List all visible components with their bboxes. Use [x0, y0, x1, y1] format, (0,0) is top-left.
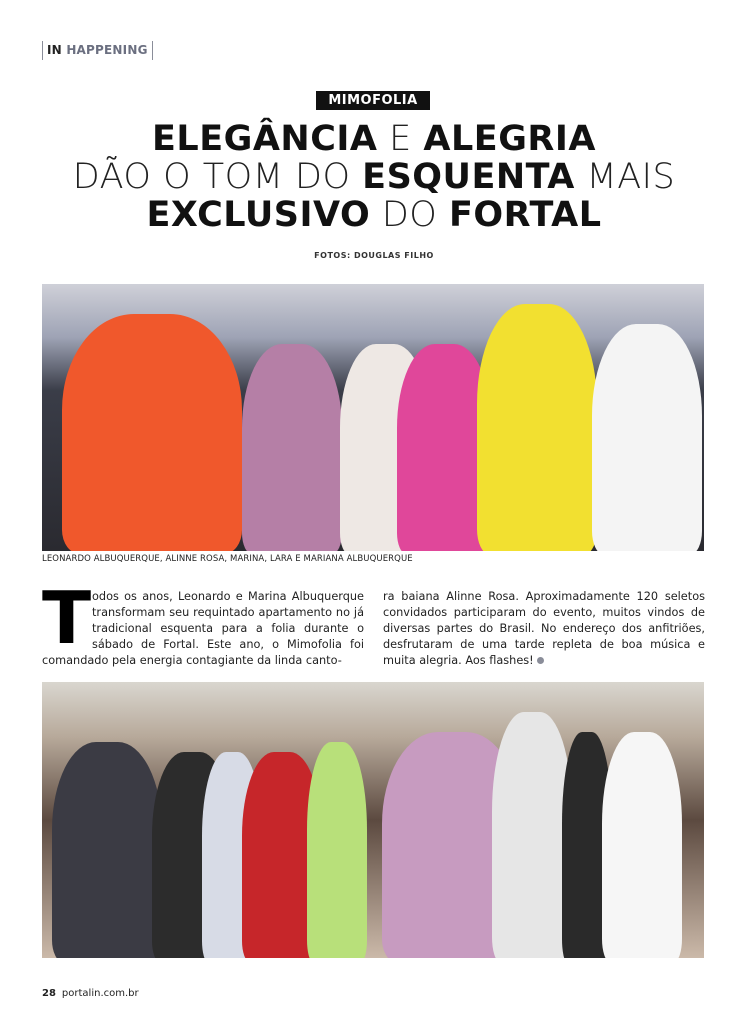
headline-segment: DO: [370, 195, 449, 235]
hosts-group-photo: [42, 284, 704, 551]
page-footer: [42, 988, 139, 999]
body-column-2: [383, 589, 705, 669]
footer-site: portalin.com.br: [61, 988, 139, 999]
headline-line-1: [0, 120, 748, 158]
headline-segment: EXCLUSIVO: [146, 195, 371, 235]
body-text-1: odos os anos, Leonardo e Marina Albuquerque transformam seu requintado apartamento no já tradicional esquenta para a folia durante o sábado de Fortal. Este ano, o Mimofolia foi comandado pela energia contagiante da linda canto-: [42, 590, 364, 667]
section-name: HAPPENING: [66, 43, 148, 57]
headline-segment: E: [377, 119, 424, 159]
photo-credit: FOTOS: DOUGLAS FILHO: [314, 251, 434, 260]
headline-segment: MAIS: [574, 157, 676, 197]
headline-segment: DÃO O TOM DO: [72, 157, 363, 197]
section-prefix: IN: [47, 43, 62, 57]
drop-cap: [42, 576, 92, 660]
body-text-2: ra baiana Alinne Rosa. Aproximadamente 120 seletos convidados participaram do evento, muitos vindos de diversas partes do Brasil. No endereço dos anfitriões, desfrutaram de uma tarde repleta de boa música e muita alegria. Aos flashes!: [383, 590, 705, 667]
headline-segment: ALEGRIA: [423, 119, 596, 159]
headline-line-3: [0, 196, 748, 234]
party-crowd-photo: [42, 682, 704, 958]
body-column-1: [42, 576, 364, 669]
page-number: 28: [42, 988, 56, 999]
headline-segment: ELEGÂNCIA: [152, 119, 378, 159]
end-mark-icon: [537, 657, 544, 664]
photo-caption: LEONARDO ALBUQUERQUE, ALINNE ROSA, MARINA, LARA E MARIANA ALBUQUERQUE: [42, 554, 413, 564]
section-label: [42, 41, 153, 60]
headline-segment: ESQUENTA: [362, 157, 575, 197]
kicker-label: MIMOFOLIA: [316, 91, 430, 110]
headline-segment: FORTAL: [448, 195, 602, 235]
headline-line-2: [0, 158, 748, 196]
drop-cap-letter: T: [42, 576, 92, 660]
